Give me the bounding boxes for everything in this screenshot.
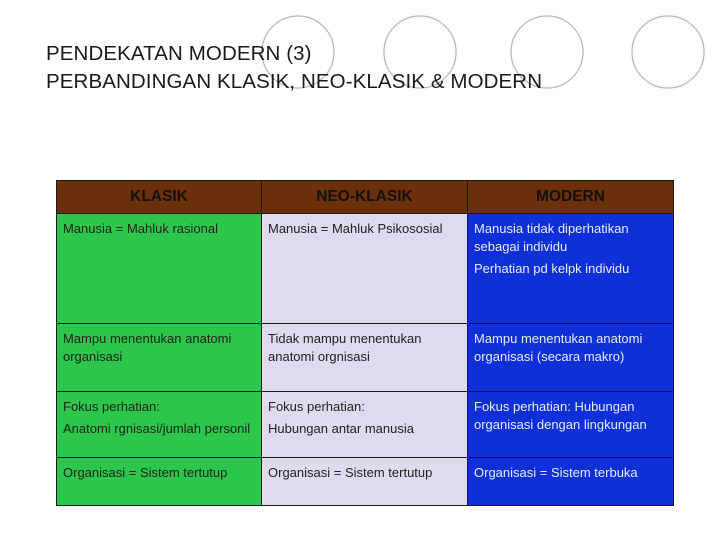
title-line-2: PERBANDINGAN KLASIK, NEO-KLASIK & MODERN	[46, 70, 543, 93]
klasik-cell	[57, 458, 262, 506]
cell-text: Perhatian pd kelpk individu	[474, 261, 630, 276]
klasik-cell	[57, 324, 262, 392]
title-line-1: PENDEKATAN MODERN (3)	[46, 42, 312, 65]
comparison-table	[56, 180, 674, 506]
cell-text: Fokus perhatian:	[63, 399, 160, 414]
cell-text: Tidak mampu menentukan anatomi orgnisasi	[268, 331, 422, 364]
cell-text: Organisasi = Sistem terbuka	[474, 465, 638, 480]
cell-text: Manusia = Mahluk Psikososial	[268, 221, 443, 236]
cell-text: Fokus perhatian: Hubungan organisasi dengan lingkungan	[474, 399, 647, 432]
table-row	[57, 214, 674, 324]
table-header-row	[57, 181, 674, 214]
klasik-cell	[57, 392, 262, 458]
cell-text: Organisasi = Sistem tertutup	[268, 465, 433, 480]
header-klasik: KLASIK	[57, 181, 262, 214]
modern-cell	[468, 392, 674, 458]
cell-text: Anatomi rgnisasi/jumlah personil	[63, 421, 251, 436]
table-row	[57, 458, 674, 506]
cell-text: Manusia tidak diperhatikan sebagai individu	[474, 221, 629, 254]
neo-klasik-cell	[262, 392, 468, 458]
cell-text: Hubungan antar manusia	[268, 421, 414, 436]
neo-klasik-cell	[262, 214, 468, 324]
slide-title	[46, 40, 706, 96]
modern-cell	[468, 214, 674, 324]
neo-klasik-cell	[262, 458, 468, 506]
modern-cell	[468, 458, 674, 506]
neo-klasik-cell	[262, 324, 468, 392]
table-row	[57, 392, 674, 458]
header-modern: MODERN	[468, 181, 674, 214]
table-row	[57, 324, 674, 392]
modern-cell	[468, 324, 674, 392]
cell-text: Mampu menentukan anatomi organisasi (secara makro)	[474, 331, 643, 364]
cell-text: Organisasi = Sistem tertutup	[63, 465, 228, 480]
klasik-cell	[57, 214, 262, 324]
cell-text: Manusia = Mahluk rasional	[63, 221, 218, 236]
cell-text: Fokus perhatian:	[268, 399, 365, 414]
cell-text: Mampu menentukan anatomi organisasi	[63, 331, 232, 364]
header-neo-klasik: NEO-KLASIK	[262, 181, 468, 214]
